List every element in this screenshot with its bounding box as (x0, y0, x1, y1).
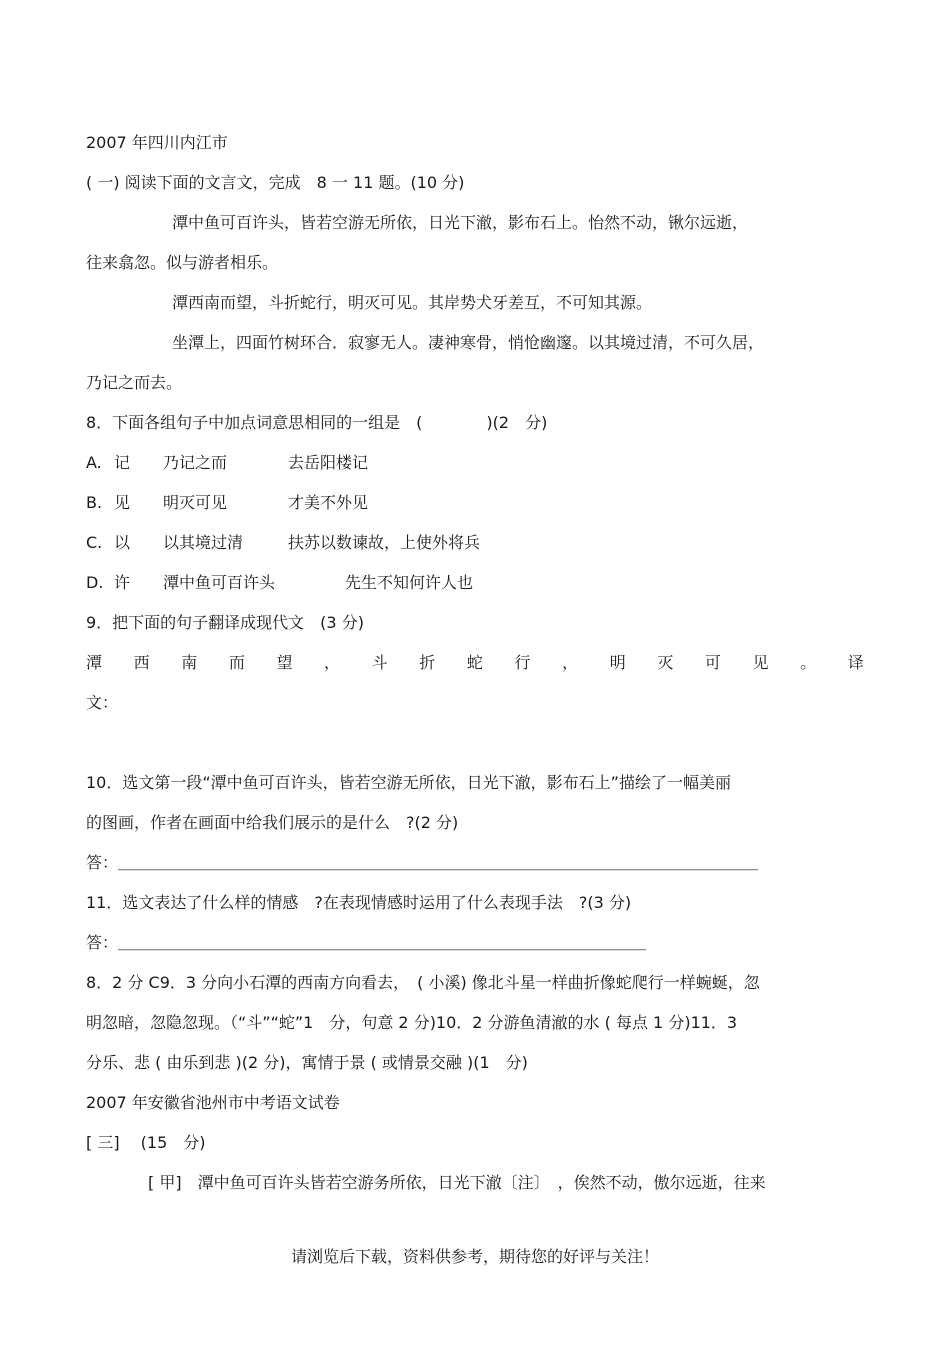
option-letter: B. (86, 493, 103, 512)
sentence-char: 灭 (657, 653, 674, 672)
section-part-heading: [ 三] (15 分) (86, 1133, 206, 1152)
passage-para1-line2: 往来翕忽。似与游者相乐。 (86, 253, 279, 272)
option-word: 见 (114, 493, 131, 512)
answer-line-q10: 答：＿＿＿＿＿＿＿＿＿＿＿＿＿＿＿＿＿＿＿＿＿＿＿＿＿＿＿＿＿＿＿＿＿＿＿＿＿＿＿＿ (86, 853, 759, 872)
passage-para3-line1: 坐潭上，四面竹树环合．寂寥无人。凄神寒骨，悄怆幽邃。以其境过清，不可久居， (172, 333, 765, 352)
option-sentence-1: 以其境过清 (163, 533, 244, 552)
question-11: 11．选文表达了什么样的情感 ?在表现情感时运用了什么表现手法 ?(3 分) (86, 893, 632, 912)
sentence-char: 行 (514, 653, 531, 672)
sentence-char: 明 (609, 653, 626, 672)
page-footer: 请浏览后下载，资料供参考，期待您的好评与关注！ (290, 1247, 659, 1266)
answer-line-q11: 答：＿＿＿＿＿＿＿＿＿＿＿＿＿＿＿＿＿＿＿＿＿＿＿＿＿＿＿＿＿＿＿＿＿ (86, 933, 647, 952)
answer-key-line1: 8．2 分 C9．3 分向小石潭的西南方向看去， ( 小溪) 像北斗星一样曲折像蛇爬行一样蜿蜒，忽 (86, 973, 760, 992)
sentence-char: 望 (276, 653, 293, 672)
option-letter: C. (86, 533, 103, 552)
sentence-char: 。 (800, 653, 817, 672)
option-sentence-2: 去岳阳楼记 (288, 453, 369, 472)
sentence-char: 南 (181, 653, 198, 672)
question-9-stem: 9．把下面的句子翻译成现代文 (3 分) (86, 613, 364, 632)
reading-instruction: ( 一) 阅读下面的文言文，完成 8 一 11 题。(10 分) (86, 173, 465, 192)
sentence-char: 可 (704, 653, 721, 672)
sentence-char: 而 (228, 653, 245, 672)
section-title-neijiang: 2007 年四川内江市 (86, 133, 228, 152)
option-word: 记 (114, 453, 131, 472)
option-sentence-2: 扶苏以数谏故，上使外将兵 (288, 533, 481, 552)
answer-key-line3: 分乐、悲 ( 由乐到悲 )(2 分)，寓情于景 ( 或情景交融 )(1 分) (86, 1053, 528, 1072)
passage-para3-line2: 乃记之而去。 (86, 373, 183, 392)
option-sentence-1: 乃记之而 (163, 453, 228, 472)
question-10-line1: 10．选文第一段“潭中鱼可百许头，皆若空游无所依，日光下澈，影布石上”描绘了一幅美丽 (86, 773, 731, 792)
sentence-char: 蛇 (466, 653, 483, 672)
sentence-char: 见 (752, 653, 769, 672)
sentence-char: 译 (847, 653, 864, 672)
section-title-chizhou: 2007 年安徽省池州市中考语文试卷 (86, 1093, 340, 1112)
passage-para2: 潭西南而望，斗折蛇行，明灭可见。其岸势犬牙差互，不可知其源。 (172, 293, 653, 312)
question-9-translation-label: 文： (86, 693, 119, 712)
passage-jia-line1: [ 甲] 潭中鱼可百许头皆若空游务所依，日光下澈〔注〕 ，俟然不动，傲尔远逝，往来 (148, 1173, 766, 1192)
option-sentence-2: 才美不外见 (288, 493, 369, 512)
option-sentence-2: 先生不知何许人也 (345, 573, 474, 592)
option-sentence-1: 明灭可见 (163, 493, 228, 512)
question-10-line2: 的图画，作者在画面中给我们展示的是什么 ?(2 分) (86, 813, 459, 832)
question-9-sentence (86, 652, 864, 674)
sentence-char: 折 (419, 653, 436, 672)
question-8-stem: 8．下面各组句子中加点词意思相同的一组是 ( )(2 分) (86, 413, 548, 432)
option-word: 以 (114, 533, 131, 552)
passage-para1-line1: 潭中鱼可百许头，皆若空游无所依，日光下澈，影布石上。怡然不动，锹尔远逝， (172, 213, 749, 232)
option-letter: A. (86, 453, 102, 472)
option-word: 许 (114, 573, 131, 592)
option-letter: D. (86, 573, 104, 592)
sentence-char: 斗 (371, 653, 388, 672)
sentence-char: 潭 (86, 653, 103, 672)
sentence-char: 西 (133, 653, 150, 672)
answer-key-line2: 明忽暗，忽隐忽现。（“斗”“蛇”1 分，句意 2 分)10．2 分游鱼清澈的水 ( 每点 1 分)11．3 (86, 1013, 738, 1032)
sentence-char: ， (324, 653, 341, 672)
option-sentence-1: 潭中鱼可百许头 (163, 573, 276, 592)
sentence-char: ， (562, 653, 579, 672)
